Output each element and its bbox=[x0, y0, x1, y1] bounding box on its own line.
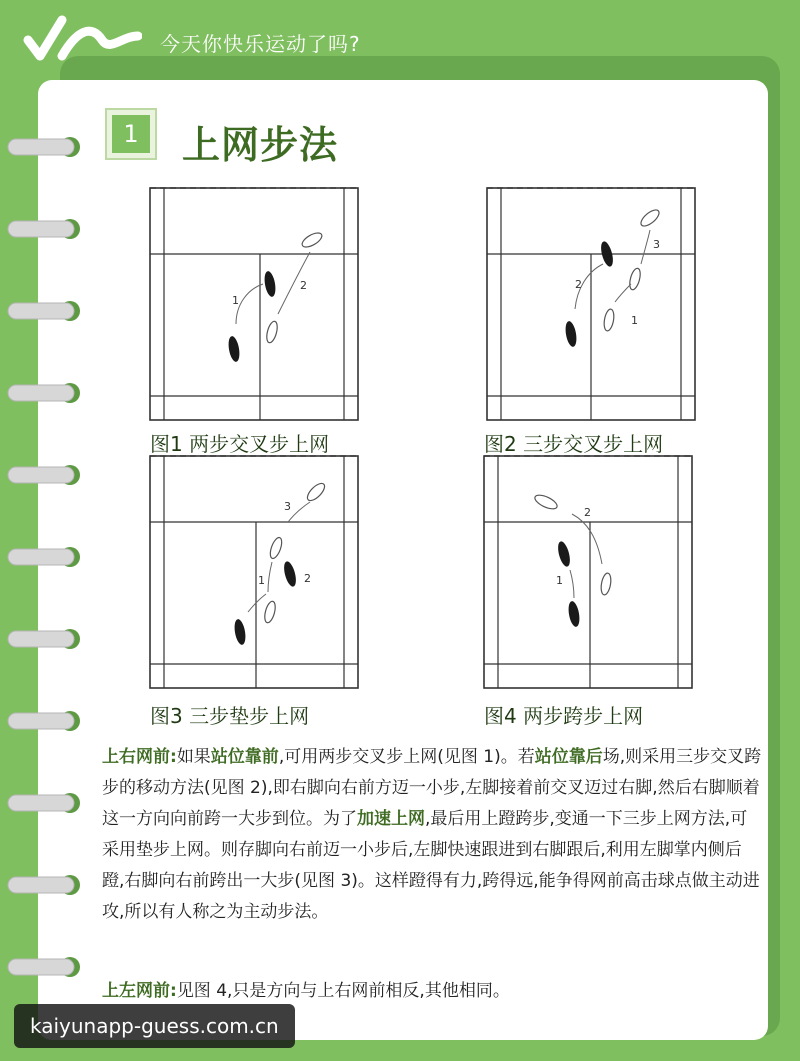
section-number: 1 bbox=[112, 115, 150, 153]
paragraph-text: ,可用两步交叉步上网(见图 1)。若 bbox=[278, 747, 535, 767]
binder-ring-icon bbox=[0, 701, 92, 741]
figure-1-caption: 图1 两步交叉步上网 bbox=[150, 428, 329, 457]
binder-ring-icon bbox=[0, 947, 92, 987]
binder-ring-icon bbox=[0, 455, 92, 495]
binder-ring-icon bbox=[0, 783, 92, 823]
paragraph-text: ,最后用上蹬跨步,变通一下三步上网方法,可采用垫步上网。则存脚向右前迈一小步后,左脚快速跟进到右脚跟后,利用左脚掌内侧后蹬,右脚向右前跨出一大步(见图 3)。这样蹬得有力,跨得远,能争得网前高击球点做主动进攻,所以有人称之为主动步法。 bbox=[102, 809, 760, 922]
figure-3-step-label: 1 bbox=[258, 574, 265, 587]
section-title: 上网步法 bbox=[182, 123, 339, 167]
figure-4-caption: 图4 两步跨步上网 bbox=[484, 700, 643, 729]
paragraph-text: 场,则采用三步交叉跨步的移动方法(见图 2),即右脚向右前方迈一小步,左脚接着前交叉迈过右脚,然后右脚顺着这一方向向前跨一大步到位。为了 bbox=[102, 747, 762, 829]
figure-2-caption: 图2 三步交叉步上网 bbox=[484, 428, 663, 457]
figure-1-step-label: 1 bbox=[232, 294, 239, 307]
highlight-text: 站位靠后 bbox=[534, 747, 603, 767]
figure-4-diagram bbox=[482, 452, 694, 690]
figure-3-step-label: 3 bbox=[284, 500, 291, 513]
figure-4-step-label: 1 bbox=[556, 574, 563, 587]
paragraph-text: 如果 bbox=[176, 747, 211, 767]
figure-1-step-label: 2 bbox=[300, 279, 307, 292]
binder-ring-icon bbox=[0, 373, 92, 413]
binder-ring-icon bbox=[0, 537, 92, 577]
paragraph-lead: 上右网前: bbox=[102, 747, 177, 767]
figure-2-step-label: 2 bbox=[575, 278, 582, 291]
highlight-text: 加速上网 bbox=[357, 809, 425, 829]
paragraph-left-net bbox=[102, 976, 762, 1007]
header-slogan: 今天你快乐运动了吗? bbox=[160, 32, 361, 56]
binder-ring-icon bbox=[0, 127, 92, 167]
paragraph-right-net bbox=[102, 742, 762, 928]
binder-ring-icon bbox=[0, 291, 92, 331]
figure-3-diagram bbox=[148, 452, 360, 690]
binder-ring-icon bbox=[0, 619, 92, 659]
figure-3-step-label: 2 bbox=[304, 572, 311, 585]
binder-ring-icon bbox=[0, 209, 92, 249]
paragraph-text: 见图 4,只是方向与上右网前相反,其他相同。 bbox=[176, 981, 510, 1001]
figure-3-caption: 图3 三步垫步上网 bbox=[150, 700, 309, 729]
highlight-text: 站位靠前 bbox=[210, 747, 279, 767]
figure-4-step-label: 2 bbox=[584, 506, 591, 519]
figure-2-step-label: 3 bbox=[653, 238, 660, 251]
figure-2-diagram bbox=[485, 184, 697, 422]
paragraph-lead: 上左网前: bbox=[102, 981, 177, 1001]
section-number-badge bbox=[105, 108, 157, 160]
watermark-label: kaiyunapp-guess.com.cn bbox=[14, 1004, 295, 1048]
binder-ring-icon bbox=[0, 865, 92, 905]
figure-2-step-label: 1 bbox=[631, 314, 638, 327]
figure-1-diagram bbox=[148, 184, 360, 422]
